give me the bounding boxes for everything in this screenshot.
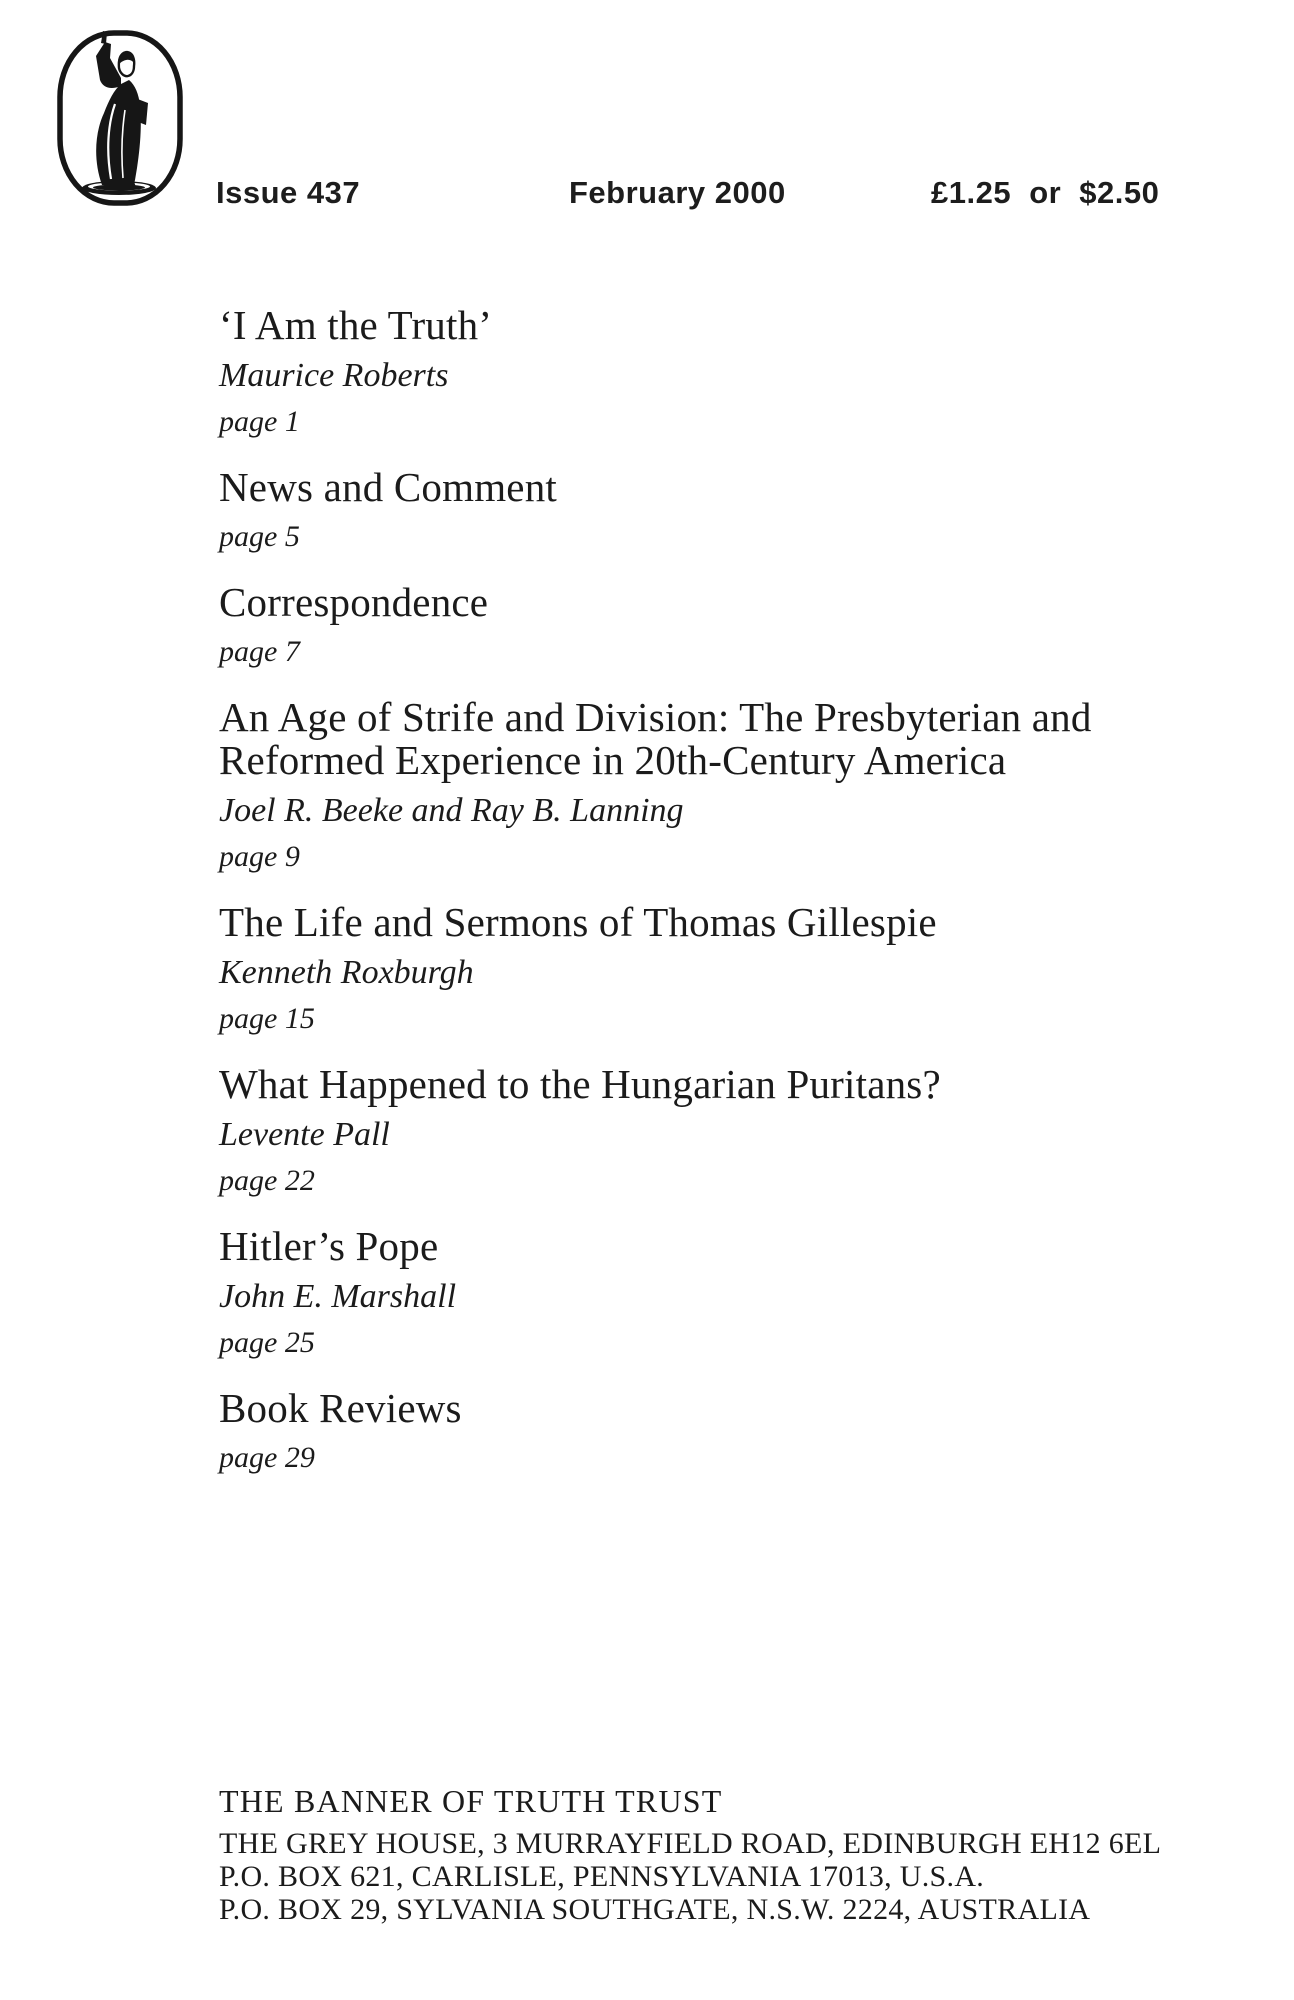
issue-number: Issue 437 — [216, 175, 361, 210]
article-page-ref: page 15 — [219, 1002, 315, 1035]
toc-entry — [219, 304, 1259, 440]
article-author: Kenneth Roxburgh — [219, 954, 474, 991]
article-title: The Life and Sermons of Thomas Gillespie — [219, 899, 937, 945]
article-page-ref: page 29 — [219, 1441, 315, 1474]
publisher-block — [219, 1782, 1259, 1926]
article-page-ref: page 9 — [219, 840, 300, 873]
article-title: Hitler’s Pope — [219, 1223, 439, 1269]
article-title: An Age of Strife and Division: The Presbyterian and Reformed Experience in 20th-Century America — [219, 694, 1092, 783]
issue-date: February 2000 — [569, 175, 786, 210]
publisher-address-australia: P.O. BOX 29, SYLVANIA SOUTHGATE, N.S.W. 2224, AUSTRALIA — [219, 1893, 1091, 1926]
toc-entry — [219, 581, 1259, 670]
preacher-icon — [55, 28, 185, 208]
toc-entry — [219, 696, 1259, 875]
article-page-ref: page 7 — [219, 635, 300, 668]
toc-entry — [219, 1387, 1259, 1476]
article-author: Levente Pall — [219, 1116, 390, 1153]
toc-entry — [219, 466, 1259, 555]
publisher-address-uk: THE GREY HOUSE, 3 MURRAYFIELD ROAD, EDINBURGH EH12 6EL — [219, 1827, 1162, 1860]
publisher-name: THE BANNER OF TRUTH TRUST — [219, 1783, 723, 1819]
toc-entry — [219, 901, 1259, 1037]
table-of-contents — [219, 304, 1259, 1502]
article-author: John E. Marshall — [219, 1278, 457, 1315]
article-title: What Happened to the Hungarian Puritans? — [219, 1061, 941, 1107]
toc-entry — [219, 1063, 1259, 1199]
issue-price: £1.25 or $2.50 — [931, 175, 1160, 210]
toc-entry — [219, 1225, 1259, 1361]
article-author: Maurice Roberts — [219, 357, 449, 394]
article-page-ref: page 22 — [219, 1164, 315, 1197]
article-title: ‘I Am the Truth’ — [219, 302, 493, 348]
article-author: Joel R. Beeke and Ray B. Lanning — [219, 792, 684, 829]
article-title: Book Reviews — [219, 1385, 462, 1431]
banner-of-truth-logo — [55, 28, 185, 208]
publisher-address-usa: P.O. BOX 621, CARLISLE, PENNSYLVANIA 17013, U.S.A. — [219, 1860, 985, 1893]
article-page-ref: page 1 — [219, 405, 300, 438]
article-page-ref: page 25 — [219, 1326, 315, 1359]
article-title: Correspondence — [219, 579, 489, 625]
article-title: News and Comment — [219, 464, 557, 510]
article-page-ref: page 5 — [219, 520, 300, 553]
